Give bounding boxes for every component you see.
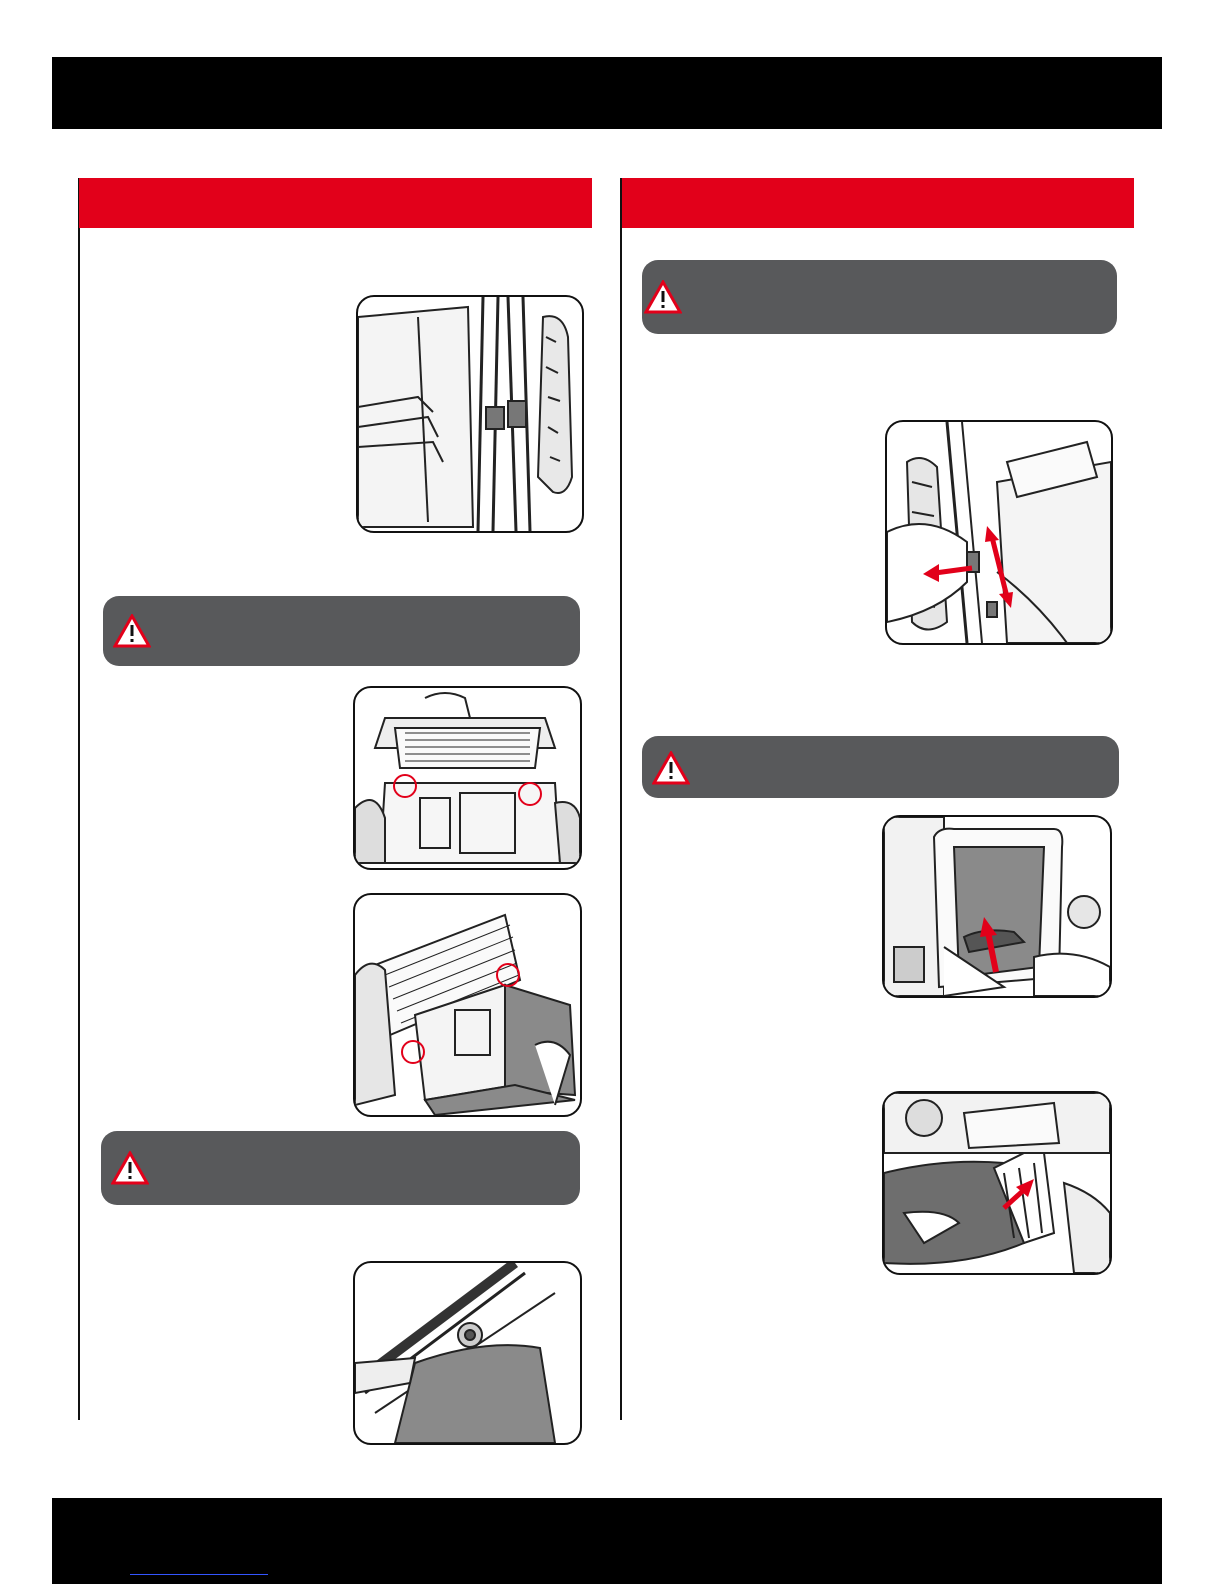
warning-triangle-icon <box>111 1151 149 1185</box>
footer-bar <box>52 1498 1162 1584</box>
right-section-header <box>622 178 1134 228</box>
mulching-plug-insert-drawing <box>884 1093 1110 1273</box>
height-adjust-lever-illustration <box>885 420 1113 645</box>
left-warning-2 <box>101 1131 580 1205</box>
handle-cable-clip-drawing <box>358 297 582 531</box>
footer-link-underline[interactable] <box>130 1574 268 1575</box>
grass-box-rear-flap-drawing <box>355 688 580 868</box>
rear-chute-insert-illustration <box>882 815 1112 998</box>
rear-chute-insert-drawing <box>884 817 1110 996</box>
grass-box-hooks-illustration <box>353 893 582 1117</box>
handle-knob-drawing <box>355 1263 580 1443</box>
warning-triangle-icon <box>652 751 690 785</box>
left-section-header <box>79 178 592 228</box>
height-adjust-lever-drawing <box>887 422 1111 643</box>
handle-knob-illustration <box>353 1261 582 1445</box>
right-warning-2 <box>642 736 1119 798</box>
header-bar <box>52 57 1162 129</box>
right-warning-1 <box>642 260 1117 334</box>
warning-triangle-icon <box>113 614 151 648</box>
left-column-rule <box>78 178 80 1420</box>
grass-box-hooks-drawing <box>355 895 580 1115</box>
left-warning-1 <box>103 596 580 666</box>
right-column-rule <box>620 178 622 1420</box>
grass-box-rear-flap-illustration <box>353 686 582 870</box>
handle-cable-clip-illustration <box>356 295 584 533</box>
warning-triangle-icon <box>644 280 682 314</box>
mulching-plug-insert-illustration <box>882 1091 1112 1275</box>
